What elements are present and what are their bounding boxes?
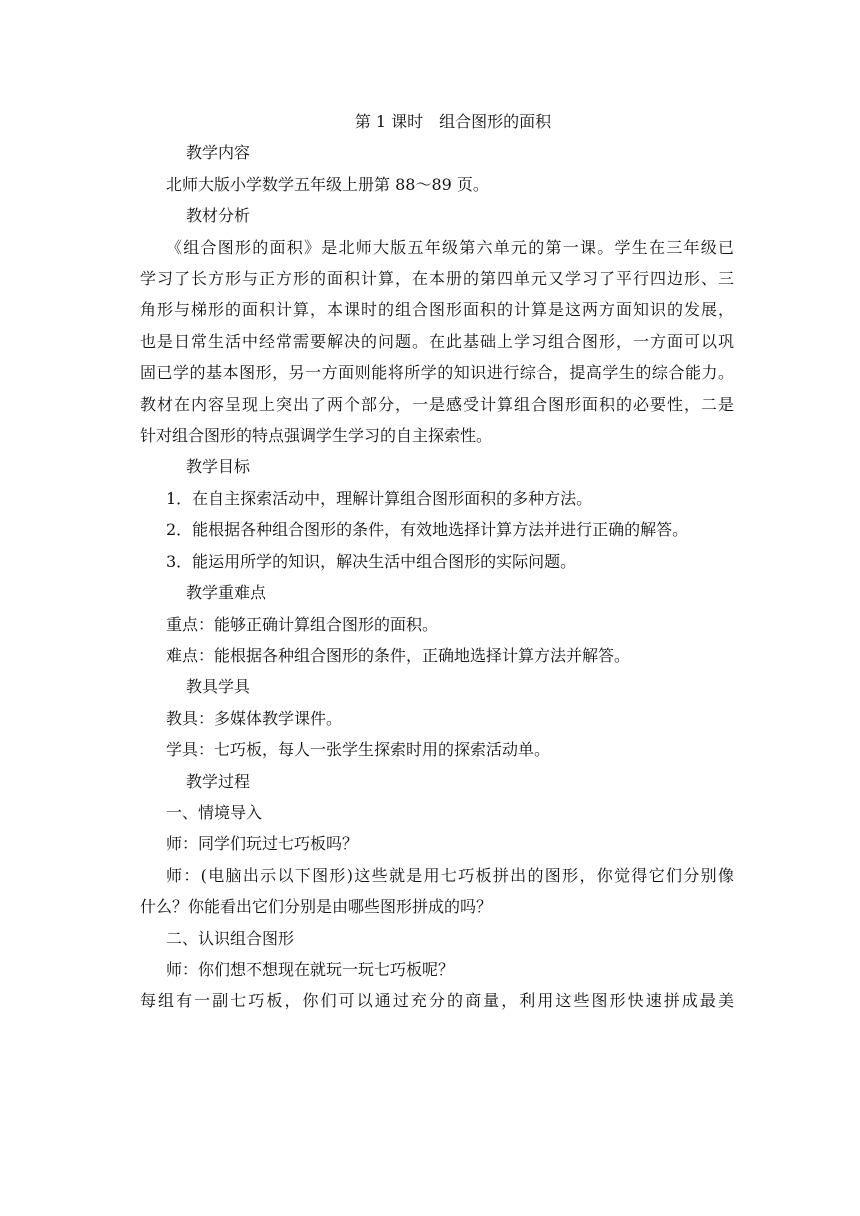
analysis-line: 固已学的基本图形，另一方面则能将所学的知识进行综合，提高学生的综合能力。 <box>140 363 734 383</box>
goal-item: 3．能运用所学的知识，解决生活中组合图形的实际问题。 <box>166 551 577 571</box>
analysis-line: 也是日常生活中经常需要解决的问题。在此基础上学习组合图形，一方面可以巩 <box>140 331 734 351</box>
dialogue-line: 师：(电脑出示以下图形)这些就是用七巧板拼出的图形，你觉得它们分别像 <box>166 865 734 885</box>
teacher-tools-text: 教具：多媒体教学课件。 <box>166 708 343 728</box>
heading-teaching-goals: 教学目标 <box>186 457 251 477</box>
heading-material-analysis: 教材分析 <box>186 206 251 226</box>
teaching-content-text: 北师大版小学数学五年级上册第 88～89 页。 <box>166 174 489 194</box>
analysis-line: 针对组合图形的特点强调学生学习的自主探索性。 <box>140 426 493 446</box>
section-scenario-intro: 一、情境导入 <box>166 802 263 822</box>
goal-item: 2．能根据各种组合图形的条件，有效地选择计算方法并进行正确的解答。 <box>166 520 689 540</box>
analysis-line: 《组合图形的面积》是北师大版五年级第六单元的第一课。学生在三年级已 <box>166 237 734 257</box>
dialogue-line: 什么？你能看出它们分别是由哪些图形拼成的吗？ <box>140 897 493 917</box>
analysis-line: 学习了长方形与正方形的面积计算，在本册的第四单元又学习了平行四边形、三 <box>140 269 734 289</box>
difficult-point-text: 难点：能根据各种组合图形的条件，正确地选择计算方法并解答。 <box>166 645 631 665</box>
analysis-line: 角形与梯形的面积计算，本课时的组合图形面积的计算是这两方面知识的发展， <box>140 300 734 320</box>
heading-key-difficult: 教学重难点 <box>186 583 267 603</box>
key-point-text: 重点：能够正确计算组合图形的面积。 <box>166 614 439 634</box>
heading-teaching-tools: 教具学具 <box>186 677 251 697</box>
analysis-line: 教材在内容呈现上突出了两个部分，一是感受计算组合图形面积的必要性，二是 <box>140 394 734 414</box>
paragraph-line: 每组有一副七巧板，你们可以通过充分的商量，利用这些图形快速拼成最美 <box>140 991 734 1011</box>
lesson-title: 第 1 课时 组合图形的面积 <box>354 112 552 131</box>
section-recognize-shapes: 二、认识组合图形 <box>166 928 295 948</box>
document-page <box>140 106 734 1017</box>
student-tools-text: 学具：七巧板，每人一张学生探索时用的探索活动单。 <box>166 740 551 760</box>
goal-item: 1．在自主探索活动中，理解计算组合图形面积的多种方法。 <box>166 488 593 508</box>
heading-teaching-process: 教学过程 <box>186 771 251 791</box>
dialogue-line: 师：同学们玩过七巧板吗？ <box>166 834 359 854</box>
heading-teaching-content: 教学内容 <box>186 143 251 163</box>
dialogue-line: 师：你们想不想现在就玩一玩七巧板呢？ <box>166 959 455 979</box>
